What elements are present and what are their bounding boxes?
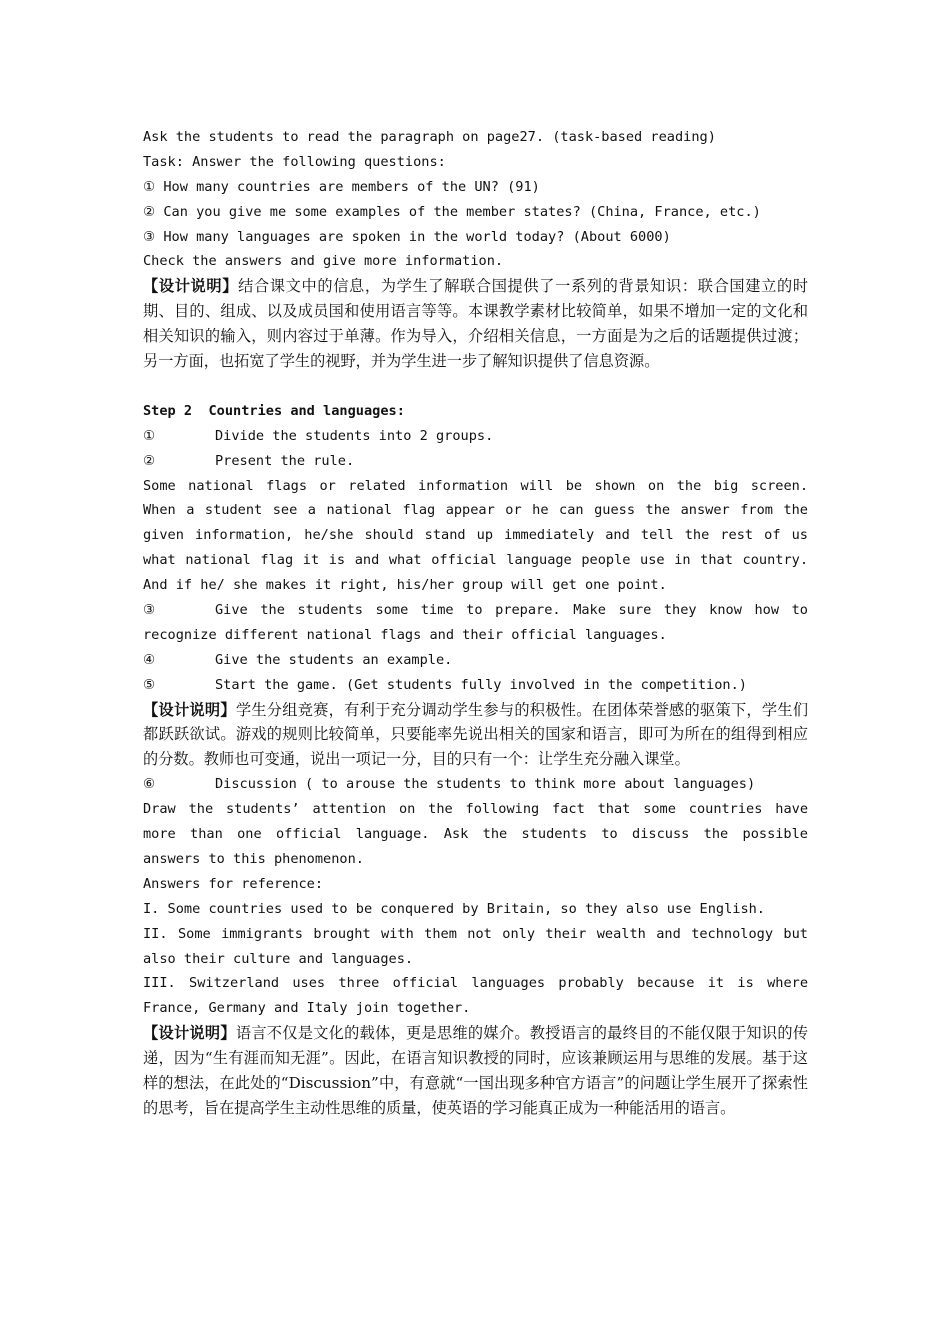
item-text: Give the students an example. xyxy=(215,651,453,668)
rule-line: And if he/ she makes it right, his/her group will get one point. xyxy=(143,577,667,594)
design-note-3 xyxy=(143,1021,808,1121)
rule-line: given information, he/she should stand up immediately and tell the rest of us xyxy=(143,527,808,544)
step2-item-6 xyxy=(143,772,808,797)
item-number: ③ xyxy=(143,601,156,618)
design-note-text: 学生分组竞赛，有利于充分调动学生参与的积极性。在团体荣誉感的驱策下，学生们都跃跃欲试。游戏的规则比较简单，只要能率先说出相关的国家和语言，即可为所在的组得到相应的分数。教师也可变通，说出一项记一分，目的只有一个：让学生充分融入课堂。 xyxy=(143,700,809,769)
step2-item-4 xyxy=(143,648,808,673)
item-text: Divide the students into 2 groups. xyxy=(215,427,494,444)
answer-3: III. Switzerland uses three official languages probably because it is where xyxy=(143,975,808,992)
intro-line: Ask the students to read the paragraph on page27. (task-based reading) xyxy=(143,129,716,145)
step2-item-1 xyxy=(143,424,808,449)
document-page xyxy=(143,125,808,1121)
question-2: ② Can you give me some examples of the member states? (China, France, etc.) xyxy=(143,203,761,220)
question-1: ① How many countries are members of the UN? (91) xyxy=(143,178,540,195)
item-number: ① xyxy=(143,427,156,444)
design-note-text: 结合课文中的信息，为学生了解联合国提供了一系列的背景知识：联合国建立的时期、目的、组成、以及成员国和使用语言等等。本课教学素材比较简单，如果不增加一定的文化和相关知识的输入，则内容过于单薄。作为导入，介绍相关信息，一方面是为之后的话题提供过渡；另一方面，也拓宽了学生的视野，并为学生进一步了解知识提供了信息资源。 xyxy=(143,277,809,371)
design-note-tag: 【设计说明】 xyxy=(143,700,236,719)
rule-line: When a student see a national flag appear or he can guess the answer from the xyxy=(143,502,808,519)
answer-2-continued: also their culture and languages. xyxy=(143,950,414,967)
item-text: Start the game. (Get students fully involved in the competition.) xyxy=(215,676,747,693)
item-text: Discussion ( to arouse the students to think more about languages) xyxy=(215,776,756,793)
design-note-tag: 【设计说明】 xyxy=(143,1024,236,1043)
answer-1: I. Some countries used to be conquered by Britain, so they also use English. xyxy=(143,900,765,917)
design-note-text: 语言不仅是文化的载体，更是思维的媒介。教授语言的最终目的不能仅限于知识的传递，因为“生有涯而知无涯”。因此，在语言知识教授的同时，应该兼顾运用与思维的发展。基于这样的想法，在此处的“Discussion”中，有意就“一国出现多种官方语言”的问题让学生展开了探索性的思考，旨在提高学生主动性思维的质量，使英语的学习能真正成为一种能活用的语言。 xyxy=(143,1024,809,1117)
answer-3-continued: France, Germany and Italy join together. xyxy=(143,1000,471,1017)
rule-line: what national flag it is and what official language people use in that country. xyxy=(143,552,808,569)
answers-heading: Answers for reference: xyxy=(143,875,324,892)
check-line: Check the answers and give more information. xyxy=(143,253,504,270)
design-note-tag: 【设计说明】 xyxy=(143,277,239,296)
answer-2: II. Some immigrants brought with them not only their wealth and technology but xyxy=(143,925,808,942)
item-number: ② xyxy=(143,452,156,469)
design-note-1 xyxy=(143,274,808,374)
item-number: ⑤ xyxy=(143,676,156,693)
discussion-line: more than one official language. Ask the students to discuss the possible xyxy=(143,826,808,843)
question-3: ③ How many languages are spoken in the world today? (About 6000) xyxy=(143,228,671,245)
design-note-2 xyxy=(143,698,808,773)
item-text: Give the students some time to prepare. Make sure they know how to xyxy=(215,601,808,618)
rule-line: Some national flags or related information will be shown on the big screen. xyxy=(143,477,808,494)
task-line: Task: Answer the following questions: xyxy=(143,153,446,170)
step2-heading: Step 2 Countries and languages: xyxy=(143,402,405,419)
item-number: ⑥ xyxy=(143,776,156,793)
step2-item-3 xyxy=(143,598,808,623)
discussion-line: answers to this phenomenon. xyxy=(143,850,364,867)
item-text: Present the rule. xyxy=(215,452,355,469)
spacer xyxy=(143,374,808,399)
discussion-line: Draw the students’ attention on the following fact that some countries have xyxy=(143,801,808,818)
step2-item-5 xyxy=(143,673,808,698)
item-number: ④ xyxy=(143,651,156,668)
item-3-continued: recognize different national flags and their official languages. xyxy=(143,626,667,643)
step2-item-2 xyxy=(143,449,808,474)
